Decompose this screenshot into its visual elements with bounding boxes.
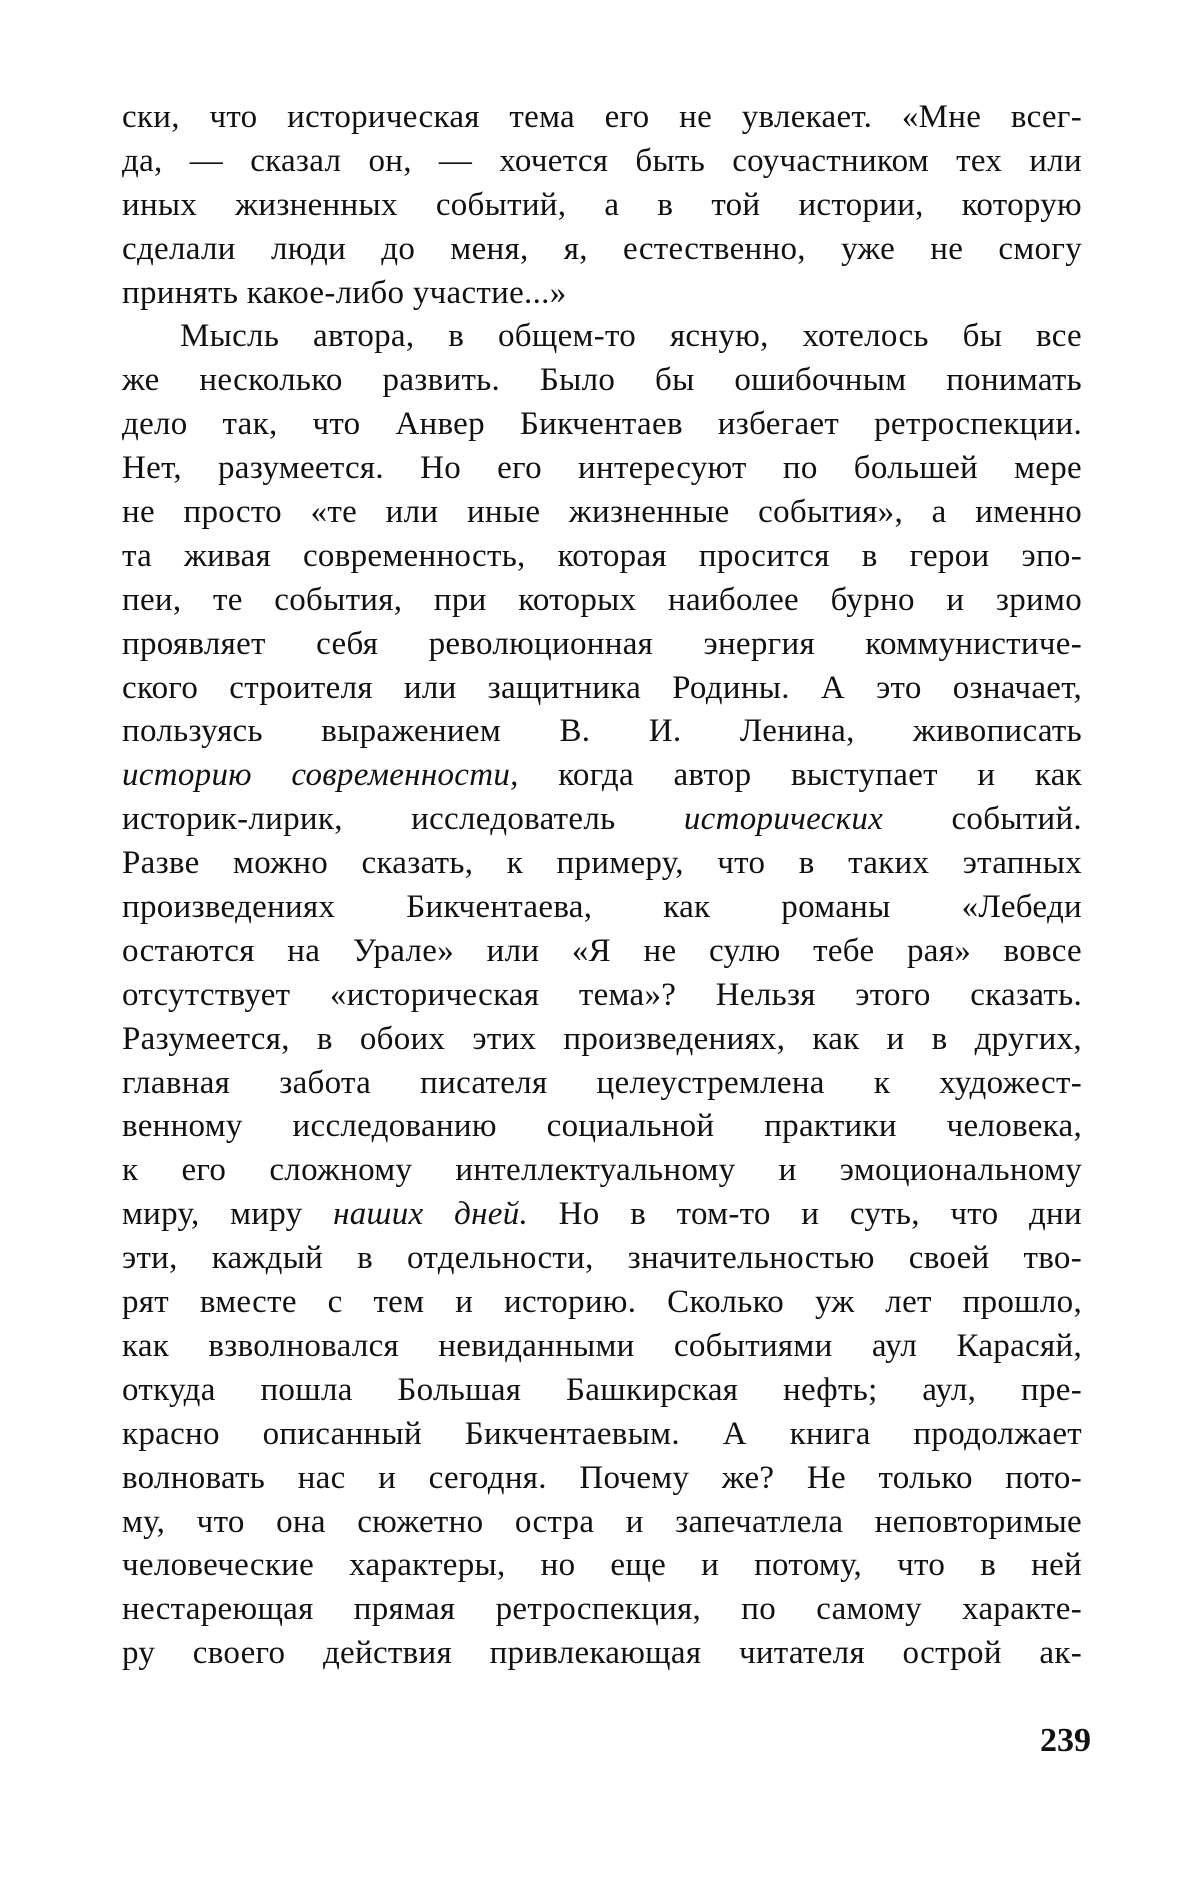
text-line: му, что она сюжетно остра и запечатлела неповторимые (122, 1503, 1082, 1540)
text-line: иных жизненных событий, а в той истории, которую (122, 186, 1082, 223)
text-line: отсутствует «историческая тема»? Нельзя этого сказать. (122, 976, 1082, 1013)
text-fragment: Но в том-то и суть, что дни (528, 1196, 1082, 1233)
text-line (122, 798, 1082, 842)
text-line: пользуясь выражением В. И. Ленина, живописать (122, 713, 1082, 750)
body-text (122, 96, 1082, 1676)
text-line: главная забота писателя целеустремлена к художест- (122, 1064, 1082, 1101)
text-line: та живая современность, которая просится в герои эпо- (122, 537, 1082, 574)
text-line: ски, что историческая тема его не увлекает. «Мне всег- (122, 99, 1082, 135)
page-number: 239 (1040, 1722, 1091, 1759)
text-line: эти, каждый в отдельности, значительностью своей тво- (122, 1240, 1082, 1277)
text-line: красно описанный Бикчентаевым. А книга продолжает (122, 1415, 1082, 1452)
text-fragment: историк-лирик, исследователь (122, 801, 684, 838)
text-line: пеи, те события, при которых наиболее бурно и зримо (122, 581, 1082, 618)
text-line: проявляет себя революционная энергия коммунистиче- (122, 625, 1082, 662)
italic-phrase: наших дней. (333, 1196, 529, 1233)
text-line: к его сложному интеллектуальному и эмоциональному (122, 1152, 1082, 1189)
italic-phrase: исторических (683, 801, 884, 838)
text-line (122, 754, 1082, 798)
text-line: ского строителя или защитника Родины. А это означает, (122, 669, 1082, 706)
text-line: венному исследованию социальной практики человека, (122, 1108, 1082, 1145)
text-fragment: когда автор выступает и как (518, 757, 1082, 794)
italic-phrase: историю современности, (122, 757, 519, 794)
text-line: дело так, что Анвер Бикчентаев избегает ретроспекции. (122, 406, 1082, 443)
text-line: остаются на Урале» или «Я не сулю тебе рая» вовсе (122, 932, 1082, 969)
text-line: Разумеется, в обоих этих произведениях, как и в других, (122, 1020, 1082, 1057)
text-line: Нет, разумеется. Но его интересуют по большей мере (122, 450, 1082, 487)
text-line: Разве можно сказать, к примеру, что в таких этапных (122, 845, 1082, 882)
text-line: сделали люди до меня, я, естественно, уже не смогу (122, 230, 1082, 267)
text-line: не просто «те или иные жизненные события», а именно (122, 494, 1082, 531)
text-fragment: миру, миру (122, 1196, 334, 1233)
text-line: человеческие характеры, но еще и потому, что в ней (122, 1547, 1082, 1584)
text-line: произведениях Бикчентаева, как романы «Лебеди (122, 889, 1082, 926)
text-line: ру своего действия привлекающая читателя острой ак- (122, 1635, 1082, 1672)
paragraph-start-line: Мысль автора, в общем-то ясную, хотелось бы все (180, 318, 1082, 355)
text-line (122, 1193, 1082, 1237)
text-fragment: событий. (883, 801, 1082, 838)
text-line: да, — сказал он, — хочется быть соучастником тех или (122, 142, 1082, 179)
text-line: волновать нас и сегодня. Почему же? Не только пото- (122, 1459, 1082, 1496)
text-line: же несколько развить. Было бы ошибочным понимать (122, 362, 1082, 399)
text-line: как взволновался невиданными событиями аул Карасяй, (122, 1327, 1082, 1364)
text-line: нестареющая прямая ретроспекция, по самому характе- (122, 1591, 1082, 1628)
text-line: рят вместе с тем и историю. Сколько уж лет прошло, (122, 1284, 1082, 1321)
text-line: откуда пошла Большая Башкирская нефть; аул, пре- (122, 1371, 1082, 1408)
text-line: принять какое-либо участие...» (122, 274, 567, 311)
